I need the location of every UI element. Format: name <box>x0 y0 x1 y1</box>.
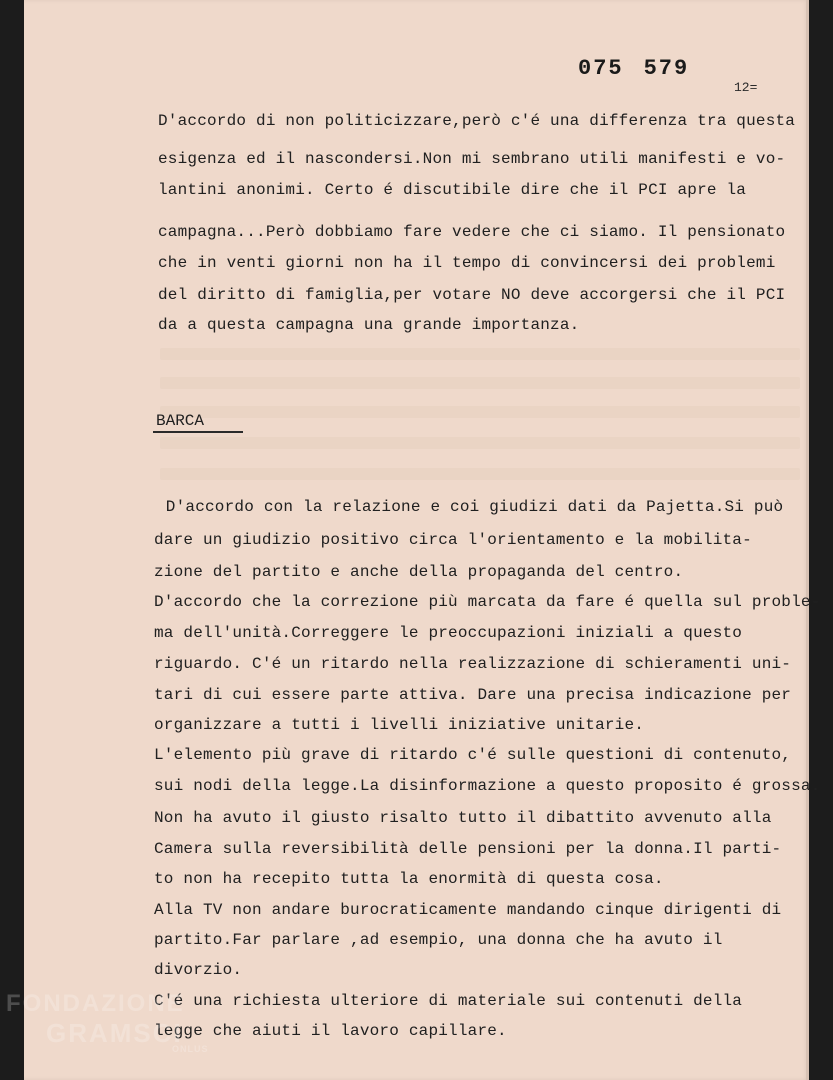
text-line: organizzare a tutti i livelli iniziative unitarie. <box>154 716 645 734</box>
text-line: divorzio. <box>154 961 243 979</box>
text-line: campagna...Però dobbiamo fare vedere che ci siamo. Il pensionato <box>158 223 786 241</box>
text-line: zione del partito e anche della propaganda del centro. <box>154 563 684 581</box>
show-through <box>160 468 800 480</box>
show-through <box>160 377 800 389</box>
text-line: D'accordo con la relazione e coi giudizi dati da Pajetta.Si può <box>156 498 784 516</box>
text-line: Non ha avuto il giusto risalto tutto il dibattito avvenuto alla <box>154 809 772 827</box>
text-line: C'é una richiesta ulteriore di materiale sui contenuti della <box>154 992 743 1010</box>
text-line: del diritto di famiglia,per votare NO deve accorgersi che il PCI <box>158 286 786 304</box>
text-line: Camera sulla reversibilità delle pensioni per la donna.Il parti- <box>154 840 782 858</box>
text-line: legge che aiuti il lavoro capillare. <box>154 1022 507 1040</box>
text-line: lantini anonimi. Certo é discutibile dire che il PCI apre la <box>158 181 747 199</box>
show-through <box>160 437 800 449</box>
text-line: partito.Far parlare ,ad esempio, una donna che ha avuto il <box>154 931 723 949</box>
text-line: L'elemento più grave di ritardo c'é sulle questioni di contenuto, <box>154 746 792 764</box>
text-line: D'accordo che la correzione più marcata da fare é quella sul proble- <box>154 593 821 611</box>
watermark-line: ONLUS <box>172 1044 209 1054</box>
show-through <box>160 406 800 418</box>
text-line: dare un giudizio positivo circa l'orientamento e la mobilita- <box>154 531 752 549</box>
text-line: da a questa campagna una grande importanza. <box>158 316 580 334</box>
text-line: D'accordo di non politicizzare,però c'é una differenza tra questa <box>158 112 796 130</box>
paper-edge <box>806 0 809 1080</box>
watermark-line: GRAMSCI <box>46 1018 183 1048</box>
speaker-heading: BARCA <box>156 412 205 430</box>
watermark-logo <box>6 990 209 1054</box>
document-number <box>578 56 689 81</box>
text-line: sui nodi della legge.La disinformazione a questo proposito é grossa. <box>154 777 821 795</box>
show-through <box>160 348 800 360</box>
document-number-part: 075 <box>578 56 624 81</box>
text-line: Alla TV non andare burocraticamente mandando cinque dirigenti di <box>154 901 782 919</box>
watermark-line: FONDAZIONE <box>6 990 185 1017</box>
text-line: esigenza ed il nascondersi.Non mi sembrano utili manifesti e vo- <box>158 150 786 168</box>
page-number: 12= <box>734 80 758 95</box>
document-number-part: 579 <box>643 56 690 81</box>
text-line: tari di cui essere parte attiva. Dare una precisa indicazione per <box>154 686 792 704</box>
heading-underline <box>153 431 243 433</box>
text-line: ma dell'unità.Correggere le preoccupazioni iniziali a questo <box>154 624 743 642</box>
text-line: to non ha recepito tutta la enormità di questa cosa. <box>154 870 664 888</box>
text-line: che in venti giorni non ha il tempo di convincersi dei problemi <box>158 254 776 272</box>
text-line: riguardo. C'é un ritardo nella realizzazione di schieramenti uni- <box>154 655 792 673</box>
